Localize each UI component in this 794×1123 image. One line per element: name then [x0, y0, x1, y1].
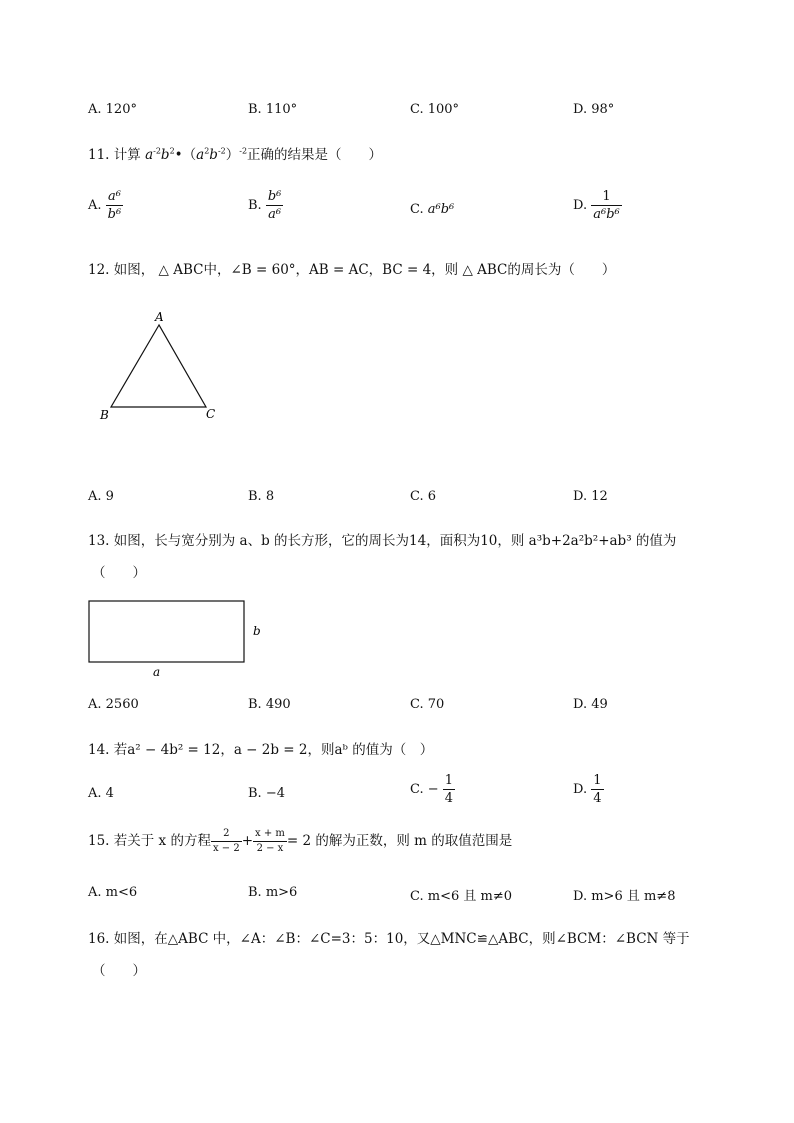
q11-option-a-fraction	[106, 190, 124, 221]
q10-option-b: B. 110°	[248, 102, 298, 117]
q11-exp1: -2	[153, 146, 161, 156]
q11-option-b-num: b⁶	[267, 189, 282, 204]
q12-option-a: A. 9	[88, 489, 114, 504]
q15-plus: +	[241, 833, 254, 849]
q13-option-a: A. 2560	[88, 697, 139, 712]
q11-stem	[88, 143, 382, 163]
q16-stem-line2: （ ）	[92, 963, 146, 979]
q11-inner-a: a	[196, 147, 205, 163]
q13-label-a: a	[153, 665, 161, 679]
q11-option-a-num: a⁶	[107, 189, 121, 204]
q14-option-c-num: 1	[444, 773, 454, 788]
q11-option-a-den: b⁶	[107, 207, 122, 222]
q14-option-d-label: D.	[573, 782, 588, 797]
q12-option-d: D. 12	[573, 489, 608, 504]
q11-option-b-den: a⁶	[266, 205, 284, 221]
q11-option-b-label: B.	[248, 198, 262, 213]
q11-b: b	[160, 147, 170, 163]
q13-option-b: B. 490	[248, 697, 291, 712]
q11-option-d	[573, 190, 622, 221]
q12-vertex-a: A	[155, 310, 164, 324]
q14-option-d-fraction	[591, 774, 603, 805]
q15-fraction-1	[211, 829, 242, 854]
q15-fraction-2-num: x + m	[255, 828, 285, 839]
q12-option-c: C. 6	[410, 489, 437, 504]
q10-option-c: C. 100°	[410, 102, 460, 117]
q13-stem: 13. 如图，长与宽分别为 a、b 的长方形，它的周长为14，面积为10，则 a³b+2a²b²+ab³ 的值为	[88, 533, 677, 549]
q13-rectangle	[89, 601, 244, 662]
q11-outer-exp: -2	[239, 146, 248, 156]
q15-fraction-1-den: x − 2	[212, 843, 240, 854]
q11-inner-b-exp: -2	[217, 146, 226, 156]
q15-stem	[88, 829, 512, 854]
q13-stem-line2: （ ）	[92, 565, 146, 581]
q13-option-d: D. 49	[573, 697, 608, 712]
q15-option-d: D. m>6 且 m≠8	[573, 889, 676, 904]
q12-triangle	[111, 325, 206, 407]
q15-prefix: 15. 若关于 x 的方程	[88, 833, 211, 849]
q15-option-a: A. m<6	[88, 885, 138, 900]
q15-fraction-2	[253, 829, 287, 854]
q11-option-d-den: a⁶b⁶	[593, 207, 620, 222]
q14-option-c-den: 4	[444, 791, 454, 806]
q14-option-b: B. −4	[248, 786, 285, 801]
q15-fraction-2-den: 2 − x	[253, 841, 287, 854]
q11-suffix: 正确的结果是（ ）	[247, 147, 383, 163]
q16-stem: 16. 如图，在△ABC 中，∠A：∠B：∠C=3：5：10，又△MNC≌△ABC，则∠BCM：∠BCN 等于	[88, 931, 690, 947]
q12-vertex-c: C	[206, 407, 216, 421]
q13-label-b: b	[253, 624, 261, 638]
q14-option-c-fraction	[443, 774, 455, 805]
q11-prefix: 11. 计算	[88, 147, 141, 163]
q14-option-d-den: 4	[593, 791, 602, 806]
q11-exp2: 2	[169, 146, 175, 156]
q15-suffix: = 2 的解为正数，则 m 的取值范围是	[286, 833, 513, 849]
q11-option-d-label: D.	[573, 198, 588, 213]
q11-option-a-label: A.	[88, 198, 102, 213]
q11-option-c-value: a⁶b⁶	[427, 202, 455, 217]
q12-option-b: B. 8	[248, 489, 275, 504]
q14-option-d-num: 1	[593, 773, 602, 788]
q14-stem: 14. 若a² − 4b² = 12，a − 2b = 2，则aᵇ 的值为（ ）	[88, 742, 434, 758]
q12-triangle-figure	[95, 308, 235, 422]
q11-a: a	[145, 147, 154, 163]
q11-outer: ）	[225, 147, 240, 163]
q11-option-c-label: C.	[410, 202, 424, 217]
q11-option-c	[410, 202, 454, 217]
q15-option-b: B. m>6	[248, 885, 298, 900]
q12-stem: 12. 如图， △ ABC中，∠B = 60°，AB = AC，BC = 4，则 △ ABC的周长为（ ）	[88, 262, 616, 278]
q10-option-d: D. 98°	[573, 102, 615, 117]
q10-option-a: A. 120°	[88, 102, 137, 117]
q13-option-c: C. 70	[410, 697, 445, 712]
q11-option-d-num: 1	[602, 189, 611, 204]
q11-option-d-fraction	[591, 190, 622, 221]
q11-inner-b: b	[209, 147, 218, 163]
q14-option-a: A. 4	[88, 786, 114, 801]
q11-inner-a-exp: 2	[204, 146, 210, 156]
q14-option-c-label: C. −	[410, 782, 439, 797]
q11-dot: •（	[174, 147, 197, 163]
q11-option-b	[248, 190, 283, 221]
q14-option-d	[573, 774, 604, 805]
q14-option-c	[410, 774, 455, 805]
q11-option-a	[88, 190, 123, 221]
q11-option-b-fraction	[266, 190, 284, 221]
q12-vertex-b: B	[100, 408, 109, 422]
q13-rectangle-figure	[85, 598, 275, 683]
q15-fraction-1-num: 2	[223, 828, 230, 839]
q15-option-c: C. m<6 且 m≠0	[410, 889, 512, 904]
